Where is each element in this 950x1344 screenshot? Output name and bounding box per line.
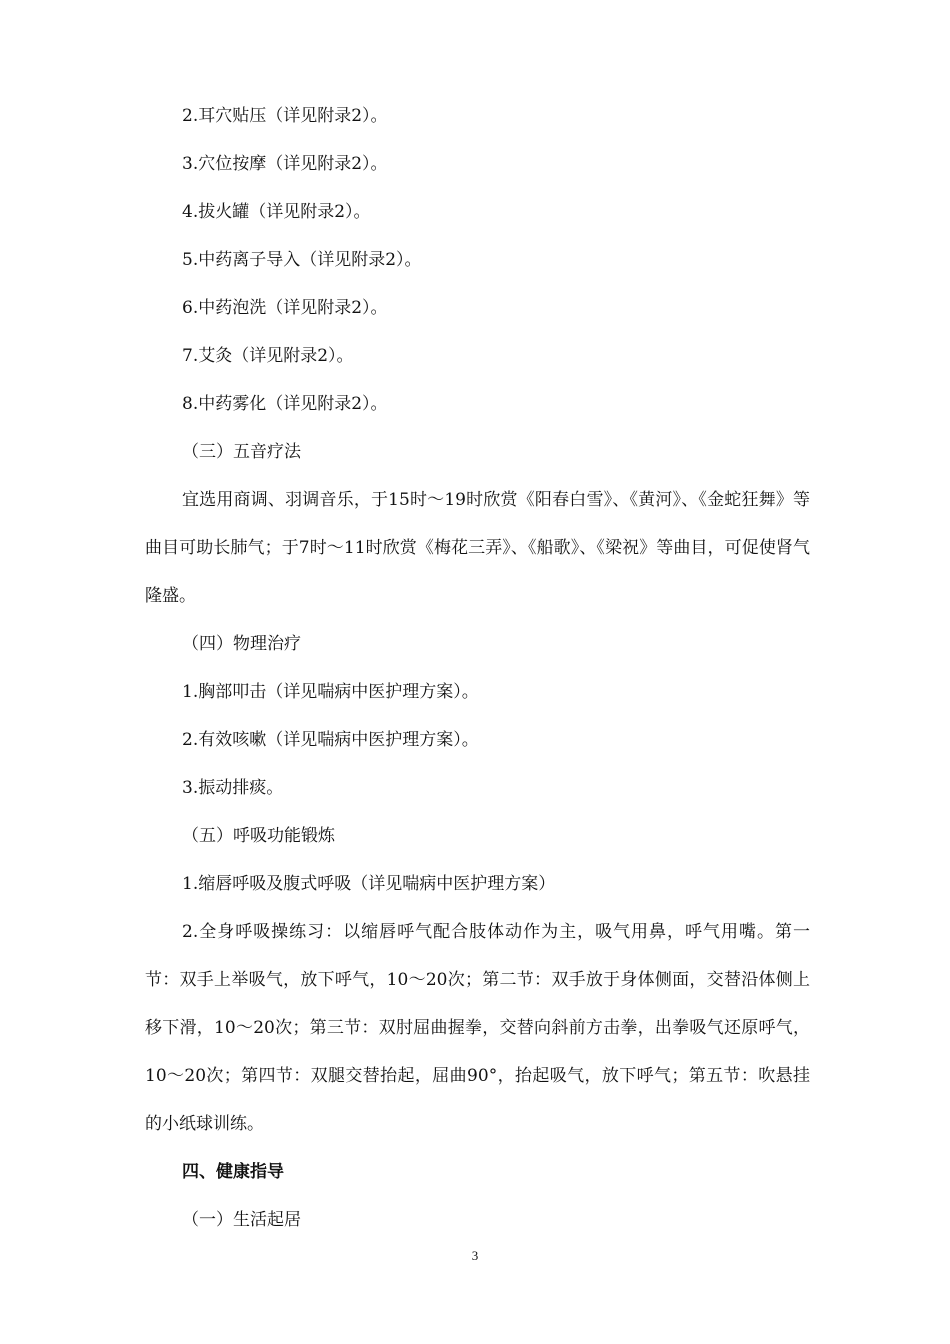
- list-item-auricular: 2.耳穴贴压（详见附录2）。: [182, 106, 388, 126]
- subheading-daily-living: （一）生活起居: [182, 1210, 301, 1230]
- list-item-acupoint-massage: 3.穴位按摩（详见附录2）。: [182, 154, 388, 174]
- subheading-five-tone-therapy: （三）五音疗法: [182, 442, 301, 462]
- list-item-pursed-lip: 1.缩唇呼吸及腹式呼吸（详见喘病中医护理方案）: [182, 874, 556, 894]
- list-item-herbal-soak: 6.中药泡洗（详见附录2）。: [182, 298, 388, 318]
- page-number: 3: [471, 1248, 479, 1263]
- list-item-herbal-nebulization: 8.中药雾化（详见附录2）。: [182, 394, 388, 414]
- paragraph-music-therapy: 宜选用商调、羽调音乐，于15时～19时欣赏《阳春白雪》、《黄河》、《金蛇狂舞》等曲目可助长肺气；于7时～11时欣赏《梅花三弄》、《船歌》、《梁祝》等曲目，可促使肾气隆盛。: [145, 490, 810, 606]
- paragraph-block: [145, 908, 810, 1148]
- list-item-cupping: 4.拔火罐（详见附录2）。: [182, 202, 371, 222]
- list-item-moxibustion: 7.艾灸（详见附录2）。: [182, 346, 354, 366]
- subheading-breathing-exercise: （五）呼吸功能锻炼: [182, 826, 335, 846]
- subheading-physical-therapy: （四）物理治疗: [182, 634, 301, 654]
- document-page: [145, 104, 810, 1256]
- list-item-chest-percussion: 1.胸部叩击（详见喘病中医护理方案）。: [182, 682, 479, 702]
- list-item-vibration: 3.振动排痰。: [182, 778, 284, 798]
- list-item-iontophoresis: 5.中药离子导入（详见附录2）。: [182, 250, 422, 270]
- paragraph-breathing-routine: 2.全身呼吸操练习：以缩唇呼气配合肢体动作为主，吸气用鼻，呼气用嘴。第一节：双手上举吸气，放下呼气，10～20次；第二节：双手放于身体侧面，交替沿体侧上移下滑，10～20次；第三节：双肘屈曲握拳，交替向斜前方击拳，出拳吸气还原呼气，10～20次；第四节：双腿交替抬起，屈曲90°，抬起吸气，放下呼气；第五节：吹悬挂的小纸球训练。: [145, 922, 810, 1134]
- list-item-effective-cough: 2.有效咳嗽（详见喘病中医护理方案）。: [182, 730, 479, 750]
- paragraph-block: [145, 476, 810, 620]
- section-heading-health-guidance: 四、健康指导: [182, 1162, 284, 1182]
